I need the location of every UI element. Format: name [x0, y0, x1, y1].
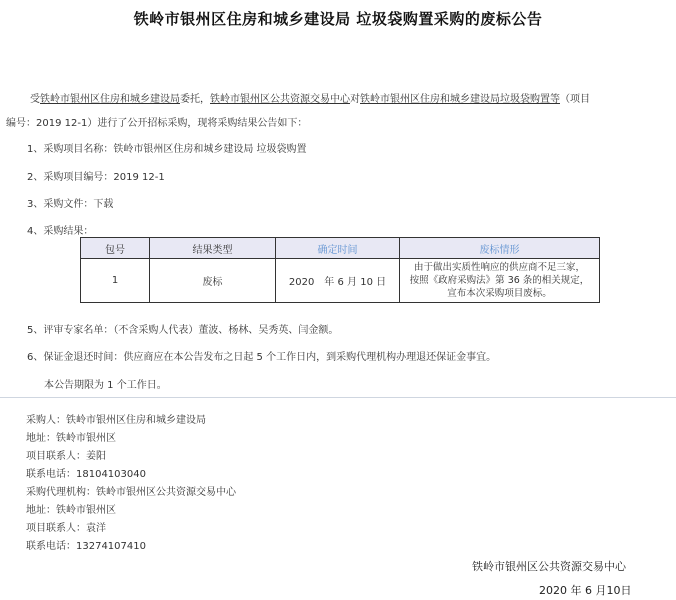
intro-mid1: 委托， — [180, 94, 210, 105]
signature-date: 2020 年 6 月10日 — [539, 584, 632, 597]
intro-line-2: 编号：2019 12-1）进行了公开招标采购，现将采购结果公告如下： — [6, 118, 308, 129]
header-reason: 废标情形 — [400, 238, 600, 259]
agency-link[interactable]: 铁岭市银州区公共资源交易中心 — [210, 94, 350, 105]
header-date: 确定时间 — [276, 238, 400, 259]
reason-line-3: 宣布本次采购项目废标。 — [447, 288, 552, 299]
header-type: 结果类型 — [150, 238, 276, 259]
buyer-contact: 项目联系人：姜阳 — [26, 451, 106, 462]
item-project-number: 2、采购项目编号：2019 12-1 — [27, 172, 165, 183]
signature-org: 铁岭市银州区公共资源交易中心 — [472, 560, 626, 573]
cell-package: 1 — [81, 259, 150, 303]
notice-period: 本公告期限为 1 个工作日。 — [44, 380, 167, 391]
table-row — [81, 259, 600, 303]
agency: 采购代理机构：铁岭市银州区公共资源交易中心 — [26, 487, 236, 498]
agency-address: 地址：铁岭市银州区 — [26, 505, 116, 516]
item-procurement-file: 3、采购文件：下载 — [27, 199, 114, 210]
section-divider — [0, 397, 676, 398]
item-experts: 5、评审专家名单：（不含采购人代表）董波、杨林、吴秀英、闫金额。 — [27, 325, 339, 336]
buyer-phone: 联系电话：18104103040 — [26, 469, 146, 480]
cell-date: 2020 年 6 月 10 日 — [276, 259, 400, 303]
intro-mid2: 对 — [350, 94, 360, 105]
item-result-label: 4、采购结果： — [27, 226, 94, 237]
cell-reason — [400, 259, 600, 303]
result-table-header — [81, 238, 600, 259]
buyer: 采购人：铁岭市银州区住房和城乡建设局 — [26, 415, 206, 426]
result-table — [80, 237, 600, 303]
notice-title: 铁岭市银州区住房和城乡建设局 垃圾袋购置采购的废标公告 — [133, 10, 543, 28]
item-project-name: 1、采购项目名称：铁岭市银州区住房和城乡建设局 垃圾袋购置 — [27, 144, 307, 155]
agency-contact: 项目联系人：袁洋 — [26, 523, 106, 534]
buyer-address: 地址：铁岭市银州区 — [26, 433, 116, 444]
agency-phone: 联系电话：13274107410 — [26, 541, 146, 552]
reason-line-2: 按照《政府采购法》第 36 条的相关规定， — [409, 275, 590, 286]
intro-line-1 — [30, 90, 590, 105]
intro-prefix: 受 — [30, 94, 40, 105]
header-package: 包号 — [81, 238, 150, 259]
item-deposit-refund: 6、保证金退还时间：供应商应在本公告发布之日起 5 个工作日内，到采购代理机构办理退还保证金事宜。 — [27, 352, 497, 363]
intro-suffix: （项目 — [560, 94, 590, 105]
project-link[interactable]: 铁岭市银州区住房和城乡建设局垃圾袋购置等 — [360, 94, 560, 105]
entrust-party-link[interactable]: 铁岭市银州区住房和城乡建设局 — [40, 94, 180, 105]
reason-line-1: 由于做出实质性响应的供应商不足三家， — [413, 262, 585, 273]
cell-type: 废标 — [150, 259, 276, 303]
